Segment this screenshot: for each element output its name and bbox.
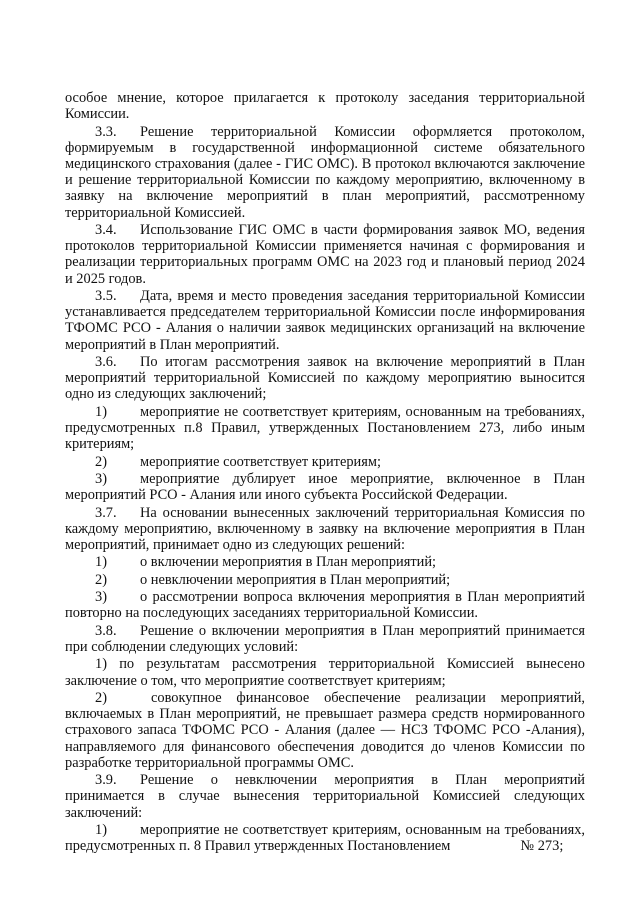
item-number: 3.6.: [95, 354, 117, 370]
list-item: 2) мероприятие соответствует критериям;: [95, 453, 381, 470]
paragraph-3-3: 3.3. Решение территориальной Комиссии оформляется протоколом, формируемым в государственной информационной системе обязательного медицинского страхования (далее - ГИС ОМС). В протокол включаются заключение и решение территориальной Комиссии по каждому мероприятию, включенному в заявку на включение мероприятий в план мероприятий, рассмотренному территориальной Комиссией.: [65, 123, 585, 221]
paragraph-3-5: 3.5. Дата, время и место проведения заседания территориальной Комиссии устанавливается председателем территориальной Комиссии после информирования ТФОМС РСО - Алания о наличии заявок медицинских организаций на включение мероприятий в План мероприятий.: [65, 288, 585, 353]
list-item: 1) мероприятие не соответствует критериям, основанным на требованиях, предусмотренных п. 8 Правил утвержденных Постановлением № 273;: [65, 821, 585, 855]
item-number: 1): [95, 821, 107, 838]
item-number: 3): [95, 589, 107, 606]
item-number: 3.9.: [95, 772, 117, 789]
item-number: 3.5.: [95, 288, 117, 304]
item-number: 3.7.: [95, 504, 117, 521]
item-number: 3.3.: [95, 123, 117, 140]
list-item: 3) мероприятие дублирует иное мероприятие, включенное в План мероприятий РСО - Алания или иного субъекта Российской Федерации.: [65, 470, 585, 504]
paragraph-3-6: 3.6. По итогам рассмотрения заявок на включение мероприятий в План мероприятий территориальной Комиссией по каждому мероприятию выносится одно из следующих заключений;: [65, 354, 585, 403]
item-number: 3): [95, 470, 107, 487]
item-number: 3.8.: [95, 622, 117, 639]
document-body: [65, 90, 585, 856]
paragraph-3-9: 3.9. Решение о невключении мероприятия в План мероприятий принимается в случае вынесения территориальной Комиссией следующих заключений:: [65, 772, 585, 821]
item-number: 2): [95, 571, 107, 588]
paragraph-continuation: особое мнение, которое прилагается к протоколу заседания территориальной Комиссии.: [65, 90, 585, 123]
list-item: 2) о невключении мероприятия в План мероприятий;: [95, 571, 451, 588]
list-item: 1) по результатам рассмотрения территориальной Комиссией вынесено заключение о том, что мероприятие соответствует критериям;: [65, 656, 585, 689]
item-number: 1): [95, 554, 107, 571]
list-item: 3) о рассмотрении вопроса включения мероприятия в План мероприятий повторно на последующих заседаниях территориальной Комиссии.: [65, 589, 585, 622]
list-item: 1) о включении мероприятия в План мероприятий;: [95, 554, 437, 571]
item-number: 3.4.: [95, 222, 117, 238]
paragraph-3-7: 3.7. На основании вынесенных заключений территориальная Комиссия по каждому мероприятию, включенному в заявку на включение мероприятия в План мероприятий, принимает одно из следующих решений:: [65, 504, 585, 553]
item-number: 2): [95, 453, 107, 470]
paragraph-3-4: 3.4. Использование ГИС ОМС в части формирования заявок МО, ведения протоколов территориальной Комиссии применяется начиная с формирования и реализации территориальных программ ОМС на 2023 год и плановый период 2024 и 2025 годов.: [65, 222, 585, 287]
item-number: 2): [95, 689, 107, 706]
list-item: 1) мероприятие не соответствует критериям, основанным на требованиях, предусмотренных п.8 Правил, утвержденных Постановлением 273, либо иным критериям;: [65, 403, 585, 453]
item-number: 1): [95, 403, 107, 420]
list-item: 2) совокупное финансовое обеспечение реализации мероприятий, включаемых в План мероприятий, не превышает размера средств нормированного страхового запаса ТФОМС РСО - Алания (далее — НСЗ ТФОМС РСО -Алания), направляемого для финансового обеспечения доводится до членов Комиссии по разработке территориальной программы ОМС.: [65, 689, 585, 771]
paragraph-3-8: 3.8. Решение о включении мероприятия в План мероприятий принимается при соблюдении следующих условий:: [65, 622, 585, 655]
